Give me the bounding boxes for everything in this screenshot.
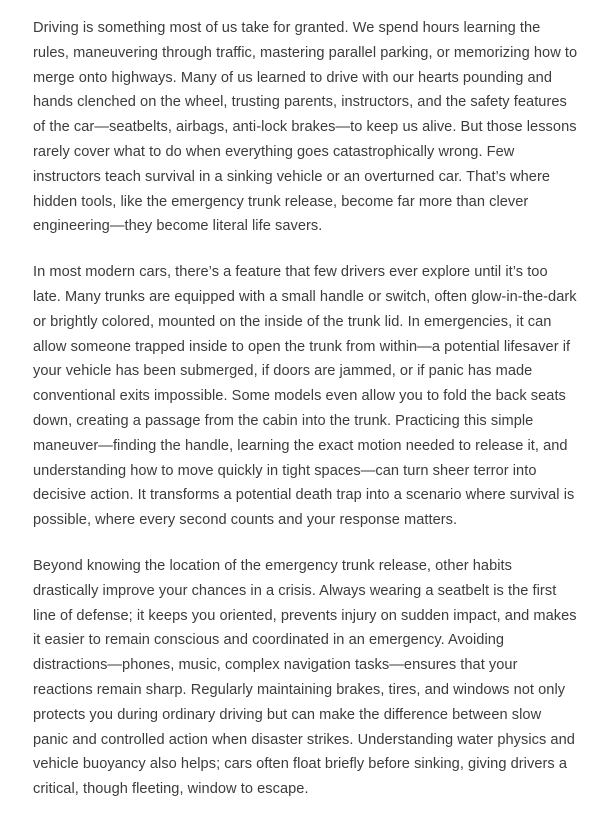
paragraph-safety-habits: Beyond knowing the location of the emergency trunk release, other habits drastically improve your chances in a crisis. Always wearing a seatbelt is the first line of defense; it keeps you oriented, prevents injury on sudden impact, and makes it easier to remain conscious and coordinated in an emergency. Avoiding distractions—phones, music, complex navigation tasks—ensures that your reactions remain sharp. Regularly maintaining brakes, tires, and windows not only protects you during ordinary driving but can make the difference between slow panic and controlled action when disaster strikes. Understanding water physics and vehicle buoyancy also helps; cars often float briefly before sinking, giving drivers a critical, though fleeting, window to escape. bbox=[33, 557, 577, 798]
paragraph-intro: Driving is something most of us take for granted. We spend hours learning the rules, maneuvering through traffic, mastering parallel parking, or memorizing how to merge onto highways. Many of us learned to drive with our hearts pounding and hands clenched on the wheel, trusting parents, instructors, and the safety features of the car—seatbelts, airbags, anti-lock brakes—to keep us alive. But those lessons rarely cover what to do when everything goes catastrophically wrong. Few instructors teach survival in a sinking vehicle or an overturned car. That’s where hidden tools, like the emergency trunk release, become far more than clever engineering—they become literal life savers. bbox=[33, 20, 578, 235]
paragraph-trunk-release: In most modern cars, there’s a feature that few drivers ever explore until it’s too late. Many trunks are equipped with a small handle or switch, often glow-in-the-dark or brightly colored, mounted on the inside of the trunk lid. In emergencies, it can allow someone trapped inside to open the trunk from within—a potential lifesaver if your vehicle has been submerged, if doors are jammed, or if panic has made conventional exits impossible. Some models even allow you to fold the back seats down, creating a passage from the cabin into the trunk. Practicing this simple maneuver—finding the handle, learning the exact motion needed to release it, and understanding how to move quickly in tight spaces—can turn sheer terror into decisive action. It transforms a potential death trap into a scenario where survival is possible, where every second counts and your response matters. bbox=[33, 264, 577, 529]
article-body bbox=[33, 16, 578, 823]
